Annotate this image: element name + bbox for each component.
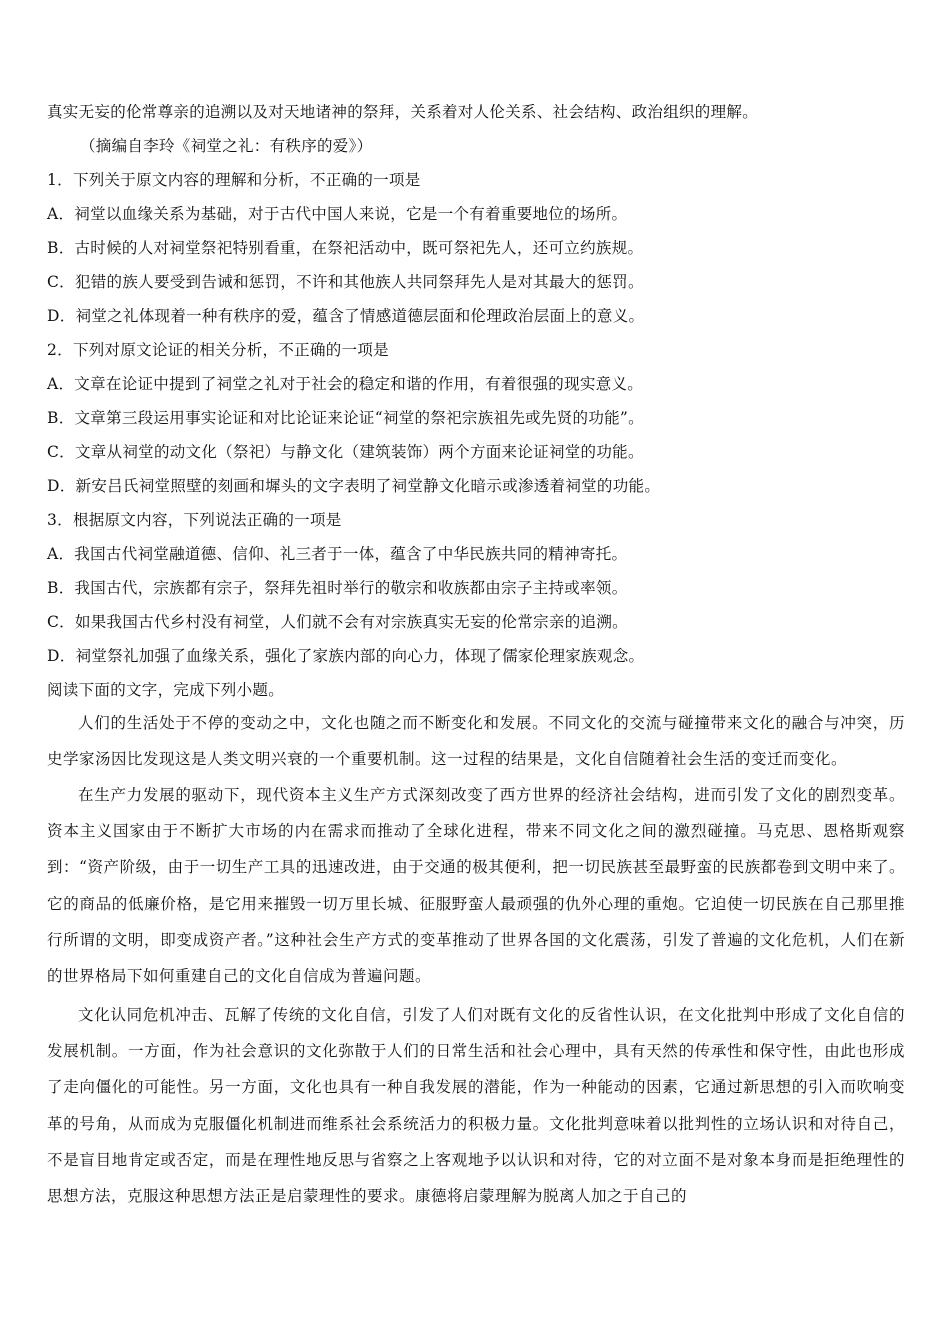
question-2-option-c: C．文章从祠堂的动文化（祭祀）与静文化（建筑装饰）两个方面来论证祠堂的功能。 — [47, 443, 644, 461]
passage-paragraph-1: 人们的生活处于不停的变动之中，文化也随之而不断变化和发展。不同文化的交流与碰撞带来文化的融合与冲突，历史学家汤因比发现这是人类文明兴衰的一个重要机制。这一过程的结果是，文化自信随着社会生活的变迁而变化。 — [47, 714, 905, 769]
passage-paragraph-2: 在生产力发展的驱动下，现代资本主义生产方式深刻改变了西方世界的经济社会结构，进而引发了文化的剧烈变革。资本主义国家由于不断扩大市场的内在需求而推动了全球化进程，带来不同文化之间的激烈碰撞。马克思、恩格斯观察到：“资产阶级，由于一切生产工具的迅速改进，由于交通的极其便利，把一切民族甚至最野蛮的民族都卷到文明中来了。它的商品的低廉价格，是它用来摧毁一切万里长城、征服野蛮人最顽强的仇外心理的重炮。它迫使一切民族在自己那里推行所谓的文明，即变成资产者。”这种社会生产方式的变革推动了世界各国的文化震荡，引发了普遍的文化危机，人们在新的世界格局下如何重建自己的文化自信成为普遍问题。 — [47, 786, 905, 986]
question-2-option-d: D．新安吕氏祠堂照壁的刻画和墀头的文字表明了祠堂静文化暗示或渗透着祠堂的功能。 — [47, 477, 661, 495]
question-3-stem: 3．根据原文内容，下列说法正确的一项是 — [47, 511, 342, 529]
source-citation: （摘编自李玲《祠堂之礼：有秩序的爱》） — [80, 137, 373, 155]
question-1-stem: 1．下列关于原文内容的理解和分析，不正确的一项是 — [47, 171, 421, 189]
question-3-option-b: B．我国古代，宗族都有宗子，祭拜先祖时举行的敬宗和收族都由宗子主持或率领。 — [47, 579, 628, 597]
question-3-option-c: C．如果我国古代乡村没有祠堂，人们就不会有对宗族真实无妄的伦常宗亲的追溯。 — [47, 613, 628, 631]
question-1-option-d: D．祠堂之礼体现着一种有秩序的爱，蕴含了情感道德层面和伦理政治层面上的意义。 — [47, 307, 645, 325]
reading-instruction: 阅读下面的文字，完成下列小题。 — [47, 681, 285, 699]
passage-paragraph-3: 文化认同危机冲击、瓦解了传统的文化自信，引发了人们对既有文化的反省性认识，在文化批判中形成了文化自信的发展机制。一方面，作为社会意识的文化弥散于人们的日常生活和社会心理中，具有天然的传承性和保守性，由此也形成了走向僵化的可能性。另一方面，文化也具有一种自我发展的潜能，作为一种能动的因素，它通过新思想的引入而吹响变革的号角，从而成为克服僵化机制进而维系社会系统活力的积极力量。文化批判意味着以批判性的立场认识和对待自己，不是盲目地肯定或否定，而是在理性地反思与省察之上客观地予以认识和对待，它的对立面不是对象本身而是拒绝理性的思想方法，克服这种思想方法正是启蒙理性的要求。康德将启蒙理解为脱离人加之于自己的 — [47, 1006, 905, 1206]
question-1-option-c: C．犯错的族人要受到告诫和惩罚，不许和其他族人共同祭拜先人是对其最大的惩罚。 — [47, 273, 644, 291]
question-1-option-a: A．祠堂以血缘关系为基础，对于古代中国人来说，它是一个有着重要地位的场所。 — [47, 205, 628, 223]
question-2-option-b: B．文章第三段运用事实论证和对比论证来论证“祠堂的祭祀宗族祖先或先贤的功能”。 — [47, 409, 644, 427]
continuation-line: 真实无妄的伦常尊亲的追溯以及对天地诸神的祭拜，关系着对人伦关系、社会结构、政治组织的理解。 — [47, 103, 759, 121]
question-2-stem: 2．下列对原文论证的相关分析，不正确的一项是 — [47, 341, 389, 359]
question-3-option-a: A．我国古代祠堂融道德、信仰、礼三者于一体，蕴含了中华民族共同的精神寄托。 — [47, 545, 628, 563]
question-3-option-d: D．祠堂祭礼加强了血缘关系，强化了家族内部的向心力，体现了儒家伦理家族观念。 — [47, 647, 645, 665]
question-2-option-a: A．文章在论证中提到了祠堂之礼对于社会的稳定和谐的作用，有着很强的现实意义。 — [47, 375, 644, 393]
question-1-option-b: B．古时候的人对祠堂祭祀特别看重，在祭祀活动中，既可祭祀先人，还可立约族规。 — [47, 239, 644, 257]
